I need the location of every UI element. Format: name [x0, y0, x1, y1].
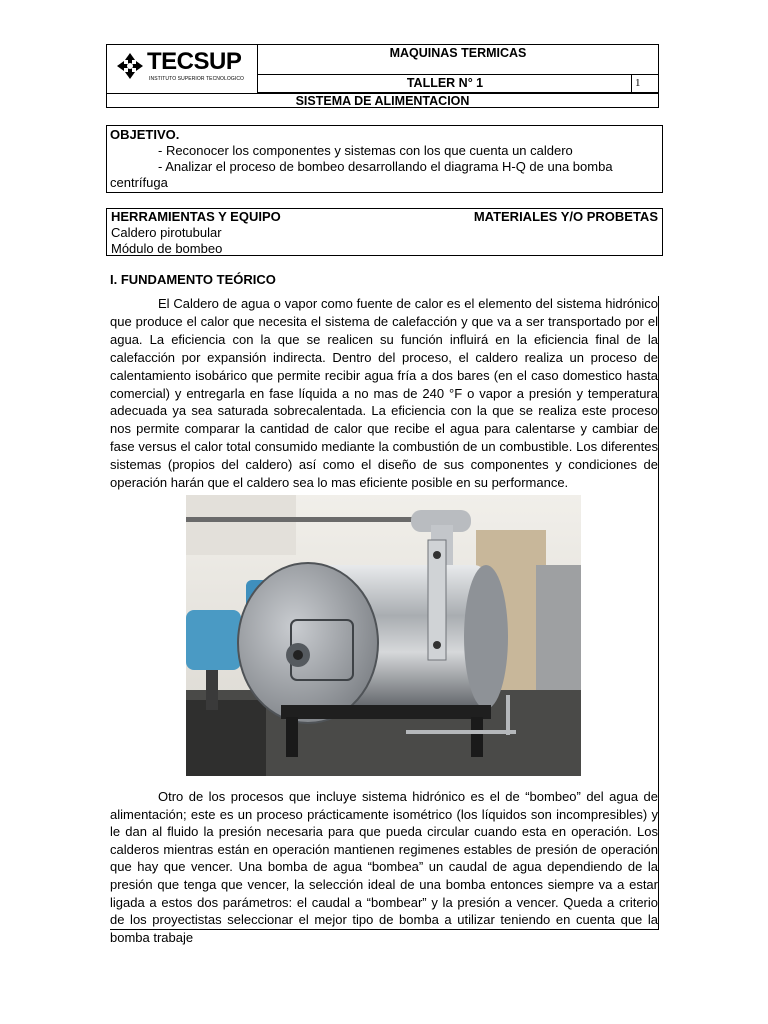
herramientas-title: HERRAMIENTAS Y EQUIPO	[111, 209, 281, 224]
boiler-photo	[186, 495, 581, 776]
objetivo-item-2: - Analizar el proceso de bombeo desarrollando el diagrama H-Q de una bomba	[158, 159, 613, 174]
logo-text: TECSUP	[147, 48, 242, 75]
fundamento-title: I. FUNDAMENTO TEÓRICO	[110, 272, 276, 287]
paragraph-text: El Caldero de agua o vapor como fuente de calor es el elemento del sistema hidrónico que produce el calor que necesita el sistema de calefacción y que va a ser transportado por el agua. La eficiencia con la que se realicen su función influirá en la eficiencia final de la calefacción por expansión indirecta. Dentro del proceso, el caldero realiza un proceso de calentamiento isobárico que permite recibir agua fría a dos bares (en el caso domestico hasta comercial) y entregarla en fase líquida a no mas de 240 °F o vapor a presión y temperatura adecuada ya sea saturada sobrecalentada. La eficiencia con la que se realiza este proceso nos permite comparar la cantidad de calor que recibe el agua para calentarse y cambiar de fase versus el calor total consumido mediante la combustión de un combustible. Los diferentes sistemas (propios del caldero) así como el diseño de sus componentes y condiciones de operación harán que el caldero sea lo mas eficiente posible en su performance.	[110, 296, 658, 491]
materiales-title: MATERIALES Y/O PROBETAS	[473, 209, 658, 224]
paragraph-text: Otro de los procesos que incluye sistema hidrónico es el de “bombeo” del agua de alimentación; este es un proceso prácticamente isométrico (los líquidos son incompresibles) y le dan al fluido la presión necesaria para que pueda circular cuando esta en operación. Los calderos mientras están en operación mantienen regimenes estables de presión de operación que hay que vencer. Una bomba de agua “bombea” un caudal de agua dependiendo de la presión que tenga que vencer, la selección ideal de una bomba entonces siempre va a estar ligada a estos dos parámetros: el caudal a “bombear” y la presión a vencer. Queda a criterio de los proyectistas seleccionar el mejor tipo de bomba a utilizar teniendo en cuenta que la bomba trabaje	[110, 789, 658, 945]
herramientas-header	[111, 209, 658, 225]
herramientas-section	[106, 208, 663, 256]
objetivo-title: OBJETIVO.	[110, 127, 180, 142]
system-title: SISTEMA DE ALIMENTACION	[107, 93, 658, 109]
taller-label: TALLER N° 1	[406, 76, 484, 90]
logo-cell	[107, 45, 258, 93]
boiler-illustration	[186, 495, 581, 776]
herramienta-item-2: Módulo de bombeo	[111, 241, 223, 256]
margin-rule	[658, 296, 659, 930]
header-table	[106, 44, 659, 108]
objetivo-section	[106, 125, 663, 193]
objetivo-item-2-cont: centrífuga	[110, 175, 168, 190]
logo-subtitle: INSTITUTO SUPERIOR TECNOLOGICO	[149, 76, 245, 82]
tecsup-logo-icon	[115, 51, 145, 81]
fundamento-paragraph-1	[110, 295, 658, 492]
fundamento-paragraph-2	[110, 788, 658, 946]
bottom-rule	[110, 929, 659, 930]
page-number: 1	[631, 75, 658, 92]
objetivo-item-1: - Reconocer los componentes y sistemas con los que cuenta un caldero	[158, 143, 573, 158]
taller-row	[258, 75, 658, 93]
course-title: MAQUINAS TERMICAS	[258, 45, 658, 75]
herramienta-item-1: Caldero pirotubular	[111, 225, 222, 240]
